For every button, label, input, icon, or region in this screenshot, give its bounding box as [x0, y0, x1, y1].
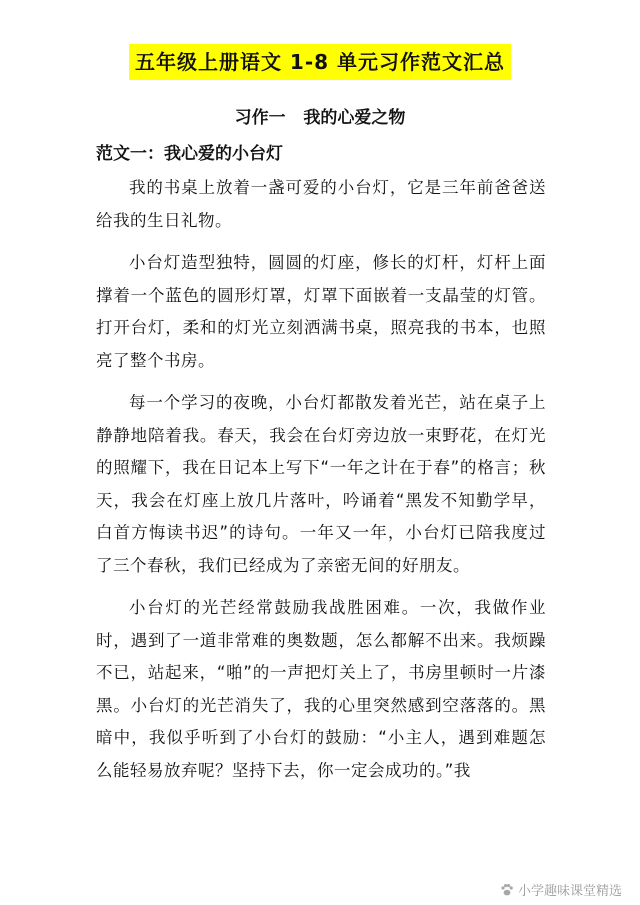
paw-icon [500, 883, 514, 897]
watermark [500, 880, 622, 899]
paragraph: 小台灯造型独特，圆圆的灯座，修长的灯杆，灯杆上面撑着一个蓝色的圆形灯罩，灯罩下面嵌着一支晶莹的灯管。打开台灯，柔和的灯光立刻洒满书桌，照亮我的书本，也照亮了整个书房。 [96, 253, 546, 370]
essay-body [96, 172, 546, 797]
watermark-text: 小学趣味课堂精选 [517, 884, 622, 899]
essay-title: 范文一：我心爱的小台灯 [96, 144, 283, 164]
paragraph: 我的书桌上放着一盏可爱的小台灯，它是三年前爸爸送给我的生日礼物。 [96, 178, 546, 230]
paragraph: 每一个学习的夜晚，小台灯都散发着光芒，站在桌子上静静地陪着我。春天，我会在台灯旁边放一束野花，在灯光的照耀下，我在日记本上写下“一年之计在于春”的格言；秋天，我会在灯座上放几片落叶，吟诵着“黑发不知勤学早，白首方悔读书迟”的诗句。一年又一年，小台灯已陪我度过了三个春秋，我们已经成为了亲密无间的好朋友。 [96, 393, 546, 575]
section-title: 习作一 我的心爱之物 [234, 108, 406, 128]
title-wrapper [0, 44, 640, 80]
paragraph: 小台灯的光芒经常鼓励我战胜困难。一次，我做作业时，遇到了一道非常难的奥数题，怎么都解不出来。我烦躁不已，站起来，“啪”的一声把灯关上了，书房里顿时一片漆黑。小台灯的光芒消失了，我的心里突然感到空落落的。黑暗中，我似乎听到了小台灯的鼓励：“小主人，遇到难题怎么能轻易放弃呢？坚持下去，你一定会成功的。”我 [96, 598, 546, 780]
page-title: 五年级上册语文 1-8 单元习作范文汇总 [129, 44, 511, 80]
